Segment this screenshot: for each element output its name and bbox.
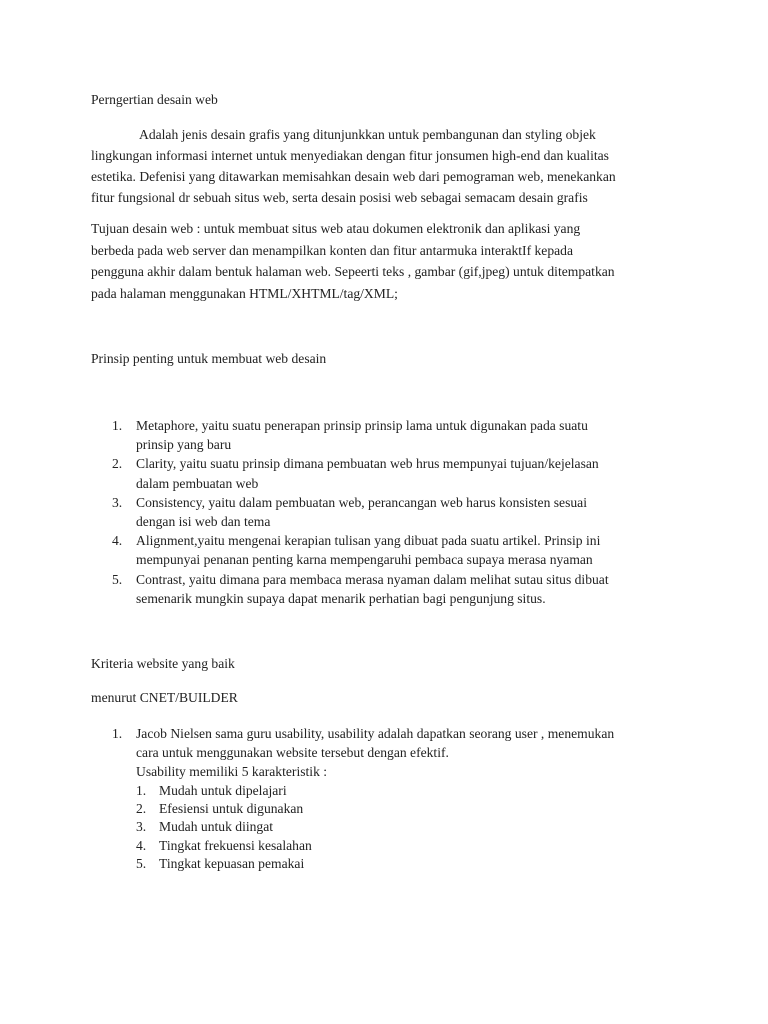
list-item-line: dengan isi web dan tema — [136, 514, 271, 530]
principles-list — [91, 416, 691, 608]
paragraph-line: pada halaman menggunakan HTML/XHTML/tag/XML; — [91, 285, 398, 301]
list-item-line: Contrast, yaitu dimana para membaca merasa nyaman dalam melihat sutau situs dibuat — [136, 571, 609, 587]
list-item-line: Metaphore, yaitu suatu penerapan prinsip prinsip lama untuk digunakan pada suatu — [136, 418, 588, 433]
sub-list-item — [136, 782, 691, 800]
sub-list-text: Mudah untuk dipelajari — [159, 782, 287, 798]
list-number: 5. — [112, 571, 123, 587]
paragraph-line: Tujuan desain web : untuk membuat situs web atau dokumen elektronik dan aplikasi yang — [91, 221, 581, 236]
paragraph-line: lingkungan informasi internet untuk menyediakan dengan fitur jonsumen high-end dan kualitas — [91, 148, 609, 163]
paragraph-definition — [91, 124, 691, 208]
criteria-list — [91, 724, 691, 874]
sub-list-item — [136, 855, 691, 873]
sub-list-text: Tingkat kepuasan pemakai — [159, 856, 305, 872]
list-number: 4. — [112, 533, 123, 549]
list-number: 2. — [112, 456, 123, 472]
paragraph-line: pengguna akhir dalam bentuk halaman web. Sepeerti teks , gambar (gif,jpeg) untuk ditempatkan — [91, 264, 615, 279]
list-item — [91, 570, 691, 608]
list-item — [91, 416, 691, 454]
sub-list-number: 1. — [136, 782, 147, 798]
list-item-line: Usability memiliki 5 karakteristik : — [136, 764, 328, 780]
list-item-line: prinsip yang baru — [136, 437, 232, 453]
paragraph-purpose — [91, 218, 691, 304]
list-item-line: semenarik mungkin supaya dapat menarik perhatian bagi pengunjung situs. — [136, 590, 546, 606]
list-item-line: mempunyai penanan penting karna mempengaruhi pembaca supaya merasa nyaman — [136, 552, 593, 568]
heading-pengertian: Perngertian desain web — [91, 92, 218, 107]
list-number: 3. — [112, 494, 123, 510]
usability-characteristics-list — [136, 782, 691, 874]
heading-prinsip: Prinsip penting untuk membuat web desain — [91, 351, 327, 366]
sub-list-number: 2. — [136, 801, 147, 817]
paragraph-line: fitur fungsional dr sebuah situs web, serta desain posisi web sebagai semacam desain grafis — [91, 190, 588, 205]
list-item — [91, 531, 691, 569]
list-item-line: cara untuk menggunakan website tersebut dengan efektif. — [136, 745, 449, 761]
list-item-line: Jacob Nielsen sama guru usability, usability adalah dapatkan seorang user , menemukan — [136, 726, 615, 741]
sub-list-number: 4. — [136, 837, 147, 853]
list-item-line: Alignment,yaitu mengenai kerapian tulisan yang dibuat pada suatu artikel. Prinsip ini — [136, 533, 601, 549]
list-item — [91, 724, 691, 874]
list-number: 1. — [112, 726, 123, 741]
sub-list-text: Efesiensi untuk digunakan — [159, 801, 304, 817]
sub-list-text: Mudah untuk diingat — [159, 819, 274, 835]
list-item — [91, 454, 691, 492]
paragraph-line: berbeda pada web server dan menampilkan konten dan fitur antarmuka interaktIf kepada — [91, 242, 573, 258]
list-item-line: Clarity, yaitu suatu prinsip dimana pembuatan web hrus mempunyai tujuan/kejelasan — [136, 456, 599, 472]
list-item-line: Consistency, yaitu dalam pembuatan web, perancangan web harus konsisten sesuai — [136, 494, 587, 510]
heading-cnet-builder: menurut CNET/BUILDER — [91, 690, 238, 705]
paragraph-line: estetika. Defenisi yang ditawarkan memisahkan desain web dari pemograman web, menekankan — [91, 169, 616, 184]
sub-list-text: Tingkat frekuensi kesalahan — [159, 837, 312, 853]
paragraph-line: Adalah jenis desain grafis yang ditunjunkkan untuk pembangunan dan styling objek — [139, 127, 596, 142]
sub-list-item — [136, 800, 691, 818]
sub-list-item — [136, 837, 691, 855]
sub-list-number: 3. — [136, 819, 147, 835]
heading-kriteria: Kriteria website yang baik — [91, 656, 235, 671]
list-item — [91, 493, 691, 531]
sub-list-number: 5. — [136, 856, 147, 872]
list-number: 1. — [112, 418, 123, 433]
sub-list-item — [136, 818, 691, 836]
list-item-line: dalam pembuatan web — [136, 475, 259, 491]
